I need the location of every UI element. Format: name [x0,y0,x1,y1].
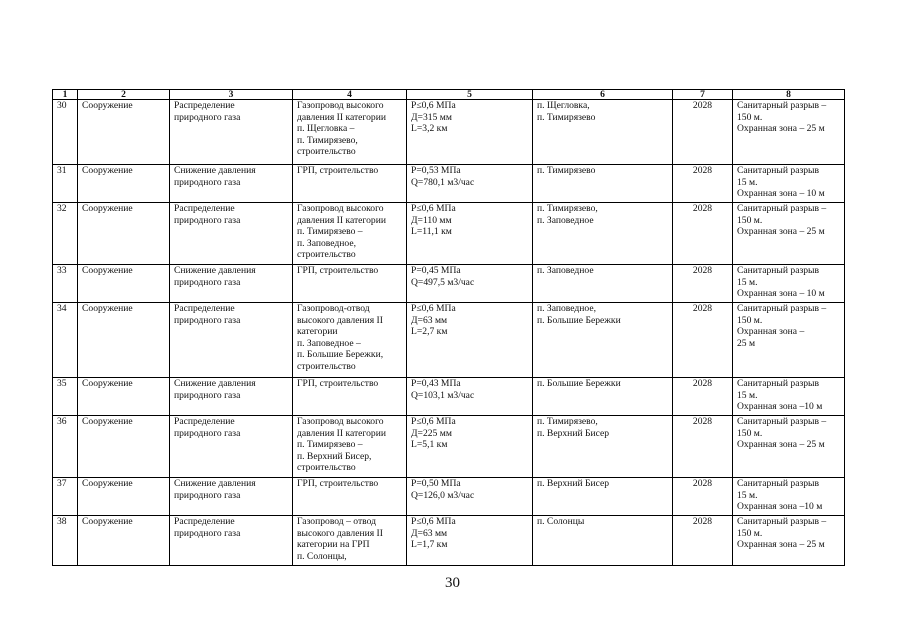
table-row [53,265,845,303]
object-purpose: Снижение давления природного газа [170,165,293,203]
table-row [53,378,845,416]
row-number: 30 [53,100,78,165]
object-location: п. Щегловка, п. Тимирязево [533,100,673,165]
object-year: 2028 [673,203,733,265]
object-location: п. Тимирязево, п. Верхний Бисер [533,416,673,478]
row-number: 36 [53,416,78,478]
object-parameters: P=0,45 МПа Q=497,5 м3/час [407,265,533,303]
object-purpose: Снижение давления природного газа [170,478,293,516]
object-name: ГРП, строительство [293,478,407,516]
column-header: 2 [78,90,170,100]
object-parameters: P≤0,6 МПа Д=315 мм L=3,2 км [407,100,533,165]
object-parameters: P≤0,6 МПа Д=63 мм L=2,7 км [407,303,533,378]
object-purpose: Снижение давления природного газа [170,378,293,416]
object-type: Сооружение [78,478,170,516]
table-row [53,203,845,265]
object-protection-zone: Санитарный разрыв – 150 м. Охранная зона – 25 м [733,516,845,566]
object-name: Газопровод высокого давления II категории п. Щегловка – п. Тимирязево, строительство [293,100,407,165]
object-year: 2028 [673,516,733,566]
object-location: п. Тимирязево [533,165,673,203]
object-type: Сооружение [78,303,170,378]
object-parameters: P≤0,6 МПа Д=63 мм L=1,7 км [407,516,533,566]
table-row [53,100,845,165]
table-row [53,478,845,516]
row-number: 34 [53,303,78,378]
object-type: Сооружение [78,265,170,303]
object-type: Сооружение [78,165,170,203]
object-protection-zone: Санитарный разрыв 15 м. Охранная зона –10 м [733,378,845,416]
header-row [53,90,845,100]
object-parameters: P≤0,6 МПа Д=110 мм L=11,1 км [407,203,533,265]
object-location: п. Солонцы [533,516,673,566]
column-header: 3 [170,90,293,100]
object-name: Газопровод – отвод высокого давления II категории на ГРП п. Солонцы, [293,516,407,566]
column-header: 7 [673,90,733,100]
object-protection-zone: Санитарный разрыв – 150 м. Охранная зона – 25 м [733,303,845,378]
object-protection-zone: Санитарный разрыв 15 м. Охранная зона –10 м [733,478,845,516]
object-type: Сооружение [78,203,170,265]
document-page [52,89,844,566]
object-purpose: Распределение природного газа [170,203,293,265]
object-parameters: P≤0,6 МПа Д=225 мм L=5,1 км [407,416,533,478]
object-location: п. Заповедное, п. Большие Бережки [533,303,673,378]
object-protection-zone: Санитарный разрыв 15 м. Охранная зона – 10 м [733,265,845,303]
object-type: Сооружение [78,516,170,566]
object-protection-zone: Санитарный разрыв – 150 м. Охранная зона – 25 м [733,100,845,165]
row-number: 35 [53,378,78,416]
table-row [53,165,845,203]
object-name: ГРП, строительство [293,165,407,203]
object-parameters: P=0,53 МПа Q=780,1 м3/час [407,165,533,203]
object-name: Газопровод-отвод высокого давления II категории п. Заповедное – п. Большие Бережки, строительство [293,303,407,378]
object-type: Сооружение [78,378,170,416]
object-year: 2028 [673,478,733,516]
table-row [53,303,845,378]
row-number: 31 [53,165,78,203]
object-purpose: Распределение природного газа [170,100,293,165]
object-purpose: Распределение природного газа [170,416,293,478]
object-parameters: P=0,43 МПа Q=103,1 м3/час [407,378,533,416]
object-year: 2028 [673,416,733,478]
object-year: 2028 [673,378,733,416]
object-type: Сооружение [78,416,170,478]
object-name: Газопровод высокого давления II категории п. Тимирязево – п. Заповедное, строительство [293,203,407,265]
column-header: 8 [733,90,845,100]
object-purpose: Распределение природного газа [170,303,293,378]
object-year: 2028 [673,303,733,378]
object-purpose: Распределение природного газа [170,516,293,566]
object-name: ГРП, строительство [293,378,407,416]
column-header: 4 [293,90,407,100]
column-header: 6 [533,90,673,100]
object-protection-zone: Санитарный разрыв – 150 м. Охранная зона – 25 м [733,203,845,265]
row-number: 33 [53,265,78,303]
object-year: 2028 [673,165,733,203]
column-header: 5 [407,90,533,100]
object-name: Газопровод высокого давления II категории п. Тимирязево – п. Верхний Бисер, строительство [293,416,407,478]
row-number: 38 [53,516,78,566]
object-type: Сооружение [78,100,170,165]
table-row [53,516,845,566]
object-parameters: P=0,50 МПа Q=126,0 м3/час [407,478,533,516]
objects-table [52,89,845,566]
column-header: 1 [53,90,78,100]
row-number: 32 [53,203,78,265]
object-purpose: Снижение давления природного газа [170,265,293,303]
object-location: п. Верхний Бисер [533,478,673,516]
page-number: 30 [445,575,460,591]
object-year: 2028 [673,100,733,165]
object-protection-zone: Санитарный разрыв – 150 м. Охранная зона – 25 м [733,416,845,478]
object-year: 2028 [673,265,733,303]
object-location: п. Тимирязево, п. Заповедное [533,203,673,265]
object-location: п. Большие Бережки [533,378,673,416]
row-number: 37 [53,478,78,516]
table-row [53,416,845,478]
object-protection-zone: Санитарный разрыв 15 м. Охранная зона – 10 м [733,165,845,203]
object-name: ГРП, строительство [293,265,407,303]
object-location: п. Заповедное [533,265,673,303]
